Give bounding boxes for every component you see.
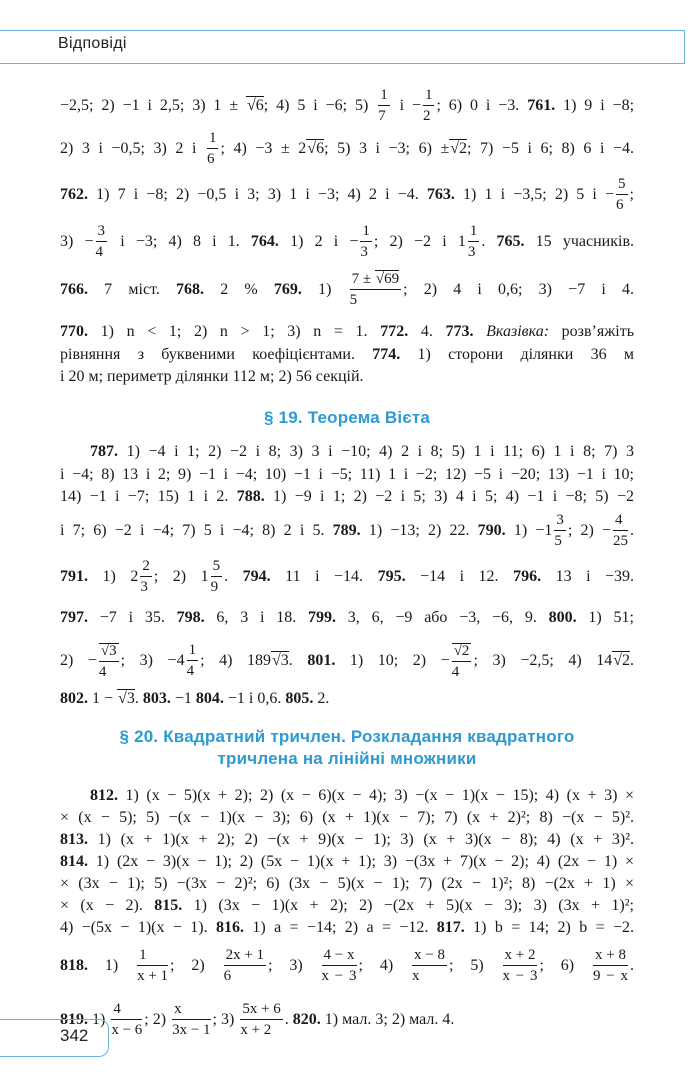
exercise-number: 814. — [60, 853, 88, 870]
answer-line: −2,5; 2) −1 і 2,5; 3) 1 ± √6; 4) 5 і −6; 5) $\frac{1}{7}$ і − $\frac{1}{2}$ ; 6) 0 і −3. 761. 1) 9 і −8; — [60, 87, 635, 125]
answer-line: 813. 1) (x + 1)(x + 2); 2) −(x + 9)(x − 1); 3) (x + 3)(x − 8); 4) (x + 3)². — [60, 831, 634, 848]
sqrt-expression: √2 — [452, 643, 472, 662]
answer-line: 766. 7 міст. 768. 2 % 769. 1) $\frac{7 \pm √69}{5}$ ; 2) 4 і 0,6; 3) −7 і 4. — [60, 271, 635, 309]
exercise-number: 762. — [60, 186, 88, 203]
header-title: Відповіді — [58, 35, 127, 52]
page-number-frame — [0, 1019, 109, 1057]
fraction: $\frac{2x + 1}{6}$ — [223, 947, 265, 985]
answer-line: 797. −7 і 35. 798. 6, 3 і 18. 799. 3, 6, −9 або −3, −6, 9. 800. 1) 51; — [60, 609, 634, 626]
sqrt-expression: √2 — [450, 140, 468, 157]
answer-line: 3) − $\frac{3}{4}$ і −3; 4) 8 і 1. 764. 1) 2 і − $\frac{1}{3}$ ; 2) −2 і 1 $\frac{1}{3}$ . 765. 15 учасників. — [60, 223, 635, 261]
sqrt-expression: √6 — [247, 97, 264, 114]
exercise-number: 799. — [308, 609, 337, 626]
exercise-number: 820. — [292, 1011, 321, 1028]
exercise-number: 761. — [527, 97, 556, 114]
fraction: $\frac{√2}{4}$ — [451, 642, 470, 680]
exercise-number: 818. — [60, 957, 88, 974]
answer-line: 770. 1) n < 1; 2) n > 1; 3) n = 1. 772. 4. 773. Вказівка: розв’яжіть — [60, 323, 635, 340]
fraction: $\frac{4 - x}{x - 3}$ — [321, 947, 357, 985]
exercise-number: 815. — [154, 897, 183, 914]
sqrt-expression: √3 — [99, 643, 119, 662]
fraction: $\frac{x + 2}{x - 3}$ — [502, 947, 538, 985]
fraction: $\frac{4}{x - 6}$ — [111, 1001, 143, 1039]
hint-label: Вказівка: — [473, 323, 550, 340]
answer-line: 812. 1) (x − 5)(x + 2); 2) (x − 6)(x − 4); 3) −(x − 1)(x − 15); 4) (x + 3) × — [90, 787, 634, 804]
answer-line: × (x − 2). 815. 1) (3x − 1)(x + 2); 2) −(2x + 5)(x − 3); 3) (3x + 1)²; — [60, 897, 635, 914]
answer-line: і 20 м; периметр ділянки 112 м; 2) 56 секцій. — [60, 368, 364, 385]
exercise-number: 804. — [195, 690, 224, 707]
exercise-number: 800. — [548, 609, 577, 626]
answer-line: 818. 1) $\frac{1}{x + 1}$ ; 2) $\frac{2x + 1}{6}$ ; 3) $\frac{4 - x}{x - 3}$ ; 4) $\frac{x - 8}{x}$ ; 5) $\frac{x + 2}{x - 3}$ ; 6) $\frac{x + 8}{9 - x}$ . — [60, 947, 634, 985]
exercise-number: 789. — [332, 522, 361, 539]
fraction: $\frac{3}{4}$ — [95, 223, 106, 261]
sqrt-expression: √69 — [375, 271, 400, 288]
fraction: $\frac{5x + 6}{x + 2}$ — [240, 1001, 281, 1039]
exercise-number: 805. — [285, 690, 314, 707]
exercise-number: 790. — [477, 522, 506, 539]
fraction: $\frac{1}{3}$ — [467, 223, 478, 261]
exercise-number: 817. — [436, 919, 465, 936]
exercise-number: 773. — [445, 323, 474, 340]
page-number: 342 — [60, 1026, 89, 1045]
fraction: $\frac{x}{3x - 1}$ — [172, 1001, 211, 1039]
answer-line: 802. 1 − √3. 803. −1 804. −1 і 0,6. 805. 2. — [60, 690, 330, 707]
fraction: $\frac{1}{4}$ — [186, 642, 197, 680]
fraction: $\frac{x - 8}{x}$ — [412, 947, 445, 985]
answer-line: 14) −1 і −7; 15) 1 і 2. 788. 1) −9 і 1; 2) −2 і 5; 3) 4 і 5; 4) −1 і −8; 5) −2 — [60, 488, 634, 505]
answer-line: 787. 1) −4 і 1; 2) −2 і 8; 3) 3 і −10; 4) 2 і 8; 5) 1 і 11; 6) 1 і 8; 7) 3 — [90, 443, 634, 460]
fraction: $\frac{1}{x + 1}$ — [137, 947, 169, 985]
answer-line: 2) 3 і −0,5; 3) 2 і $\frac{1}{6}$ ; 4) −3 ± 2√6; 5) 3 і −3; 6) ±√2; 7) −5 і 6; 8) 6 і −4. — [60, 130, 634, 168]
answer-line: 4) −(5x − 1)(x − 1). 816. 1) a = −14; 2) a = −12. 817. 1) b = 14; 2) b = −2. — [60, 919, 634, 936]
section-title-19: § 19. Теорема Вієта — [263, 408, 431, 427]
exercise-number: 816. — [215, 919, 244, 936]
exercise-number: 798. — [176, 609, 205, 626]
fraction: $\frac{4}{25}$ — [613, 512, 629, 550]
sqrt-expression: √6 — [307, 140, 325, 157]
answer-line: 791. 1) 2 $\frac{2}{3}$ ; 2) 1 $\frac{5}{9}$ . 794. 11 і −14. 795. −14 і 12. 796. 13 і −39. — [60, 558, 635, 596]
exercise-number: 795. — [377, 568, 406, 585]
exercise-number: 768. — [176, 281, 205, 298]
exercise-number: 772. — [380, 323, 409, 340]
exercise-number: 787. — [90, 443, 118, 460]
exercise-number: 801. — [307, 652, 336, 669]
fraction: $\frac{2}{3}$ — [140, 558, 150, 596]
section-title-20: § 20. Квадратний тричлен. Розкладання квадратного тричлена на лінійні множники — [119, 727, 575, 768]
answer-line: 814. 1) (2x − 3)(x − 1); 2) (5x − 1)(x + 1); 3) −(3x + 7)(x − 2); 4) (2x − 1) × — [60, 853, 634, 870]
fraction: $\frac{1}{3}$ — [360, 223, 370, 261]
answer-line: і 7; 6) −2 і −4; 7) 5 і −4; 8) 2 і 5. 789. 1) −13; 2) 22. 790. 1) −1 $\frac{3}{5}$ ; 2) − $\frac{4}{25}$ . — [60, 512, 635, 550]
exercise-number: 788. — [236, 488, 265, 505]
exercise-number: 797. — [60, 609, 88, 626]
exercise-number: 766. — [60, 281, 88, 298]
exercise-number: 763. — [426, 186, 455, 203]
exercise-number: 796. — [513, 568, 542, 585]
exercise-number: 764. — [250, 233, 279, 250]
exercise-number: 812. — [90, 787, 118, 804]
answer-line: × (3x − 1); 5) −(3x − 2)²; 6) (3x − 5)(x − 1); 7) (2x − 1)²; 8) −(2x + 1) × — [60, 875, 634, 892]
fraction: $\frac{3}{5}$ — [554, 512, 564, 550]
answer-line: 819. 1) $\frac{4}{x - 6}$ ; 2) $\frac{x}{3x - 1}$ ; 3) $\frac{5x + 6}{x + 2}$ . 820. 1) мал. 3; 2) мал. 4. — [60, 1001, 455, 1039]
exercise-number: 802. — [60, 690, 88, 707]
fraction: $\frac{1}{2}$ — [422, 87, 433, 125]
sqrt-expression: √3 — [271, 652, 289, 669]
fraction: $\frac{5}{9}$ — [210, 558, 221, 596]
exercise-number: 774. — [372, 346, 401, 363]
answer-line: рівняння з буквеними коефіцієнтами. 774. 1) сторони ділянки 36 м — [60, 346, 634, 363]
fraction: $\frac{5}{6}$ — [616, 176, 626, 214]
exercise-number: 813. — [60, 831, 88, 848]
fraction: $\frac{x + 8}{9 - x}$ — [593, 947, 628, 985]
sqrt-expression: √2 — [613, 652, 631, 669]
answer-line: 762. 1) 7 і −8; 2) −0,5 і 3; 3) 1 і −3; 4) 2 і −4. 763. 1) 1 і −3,5; 2) 5 і − $\frac{5}{6}$ ; — [60, 176, 634, 214]
exercise-number: 794. — [242, 568, 271, 585]
exercise-number: 819. — [60, 1011, 88, 1028]
answer-line: × (x − 5); 5) −(x − 1)(x − 3); 6) (x + 1)(x − 7); 7) (x + 2)²; 8) −(x − 5)². — [60, 809, 634, 826]
sqrt-expression: √3 — [118, 690, 135, 707]
exercise-number: 770. — [60, 323, 88, 340]
fraction: $\frac{1}{7}$ — [378, 87, 388, 125]
exercise-number: 769. — [273, 281, 302, 298]
answer-line: і −4; 8) 13 і 2; 9) −1 і −4; 10) −1 і −5; 11) 1 і −2; 12) −5 і −20; 13) −1 і 10; — [60, 466, 634, 483]
fraction: $\frac{7 \pm √69}{5}$ — [349, 271, 400, 309]
exercise-number: 765. — [496, 233, 525, 250]
exercise-number: 791. — [60, 568, 88, 585]
page-header — [0, 30, 695, 64]
answers-content — [60, 86, 634, 1047]
exercise-number: 803. — [142, 690, 171, 707]
answer-line: 2) − $\frac{√3}{4}$ ; 3) −4 $\frac{1}{4}$ ; 4) 189√3. 801. 1) 10; 2) − $\frac{√2}{4}$ ; 3) −2,5; 4) 14√2. — [60, 642, 635, 680]
fraction: $\frac{√3}{4}$ — [98, 642, 117, 680]
fraction: $\frac{1}{6}$ — [206, 130, 217, 168]
